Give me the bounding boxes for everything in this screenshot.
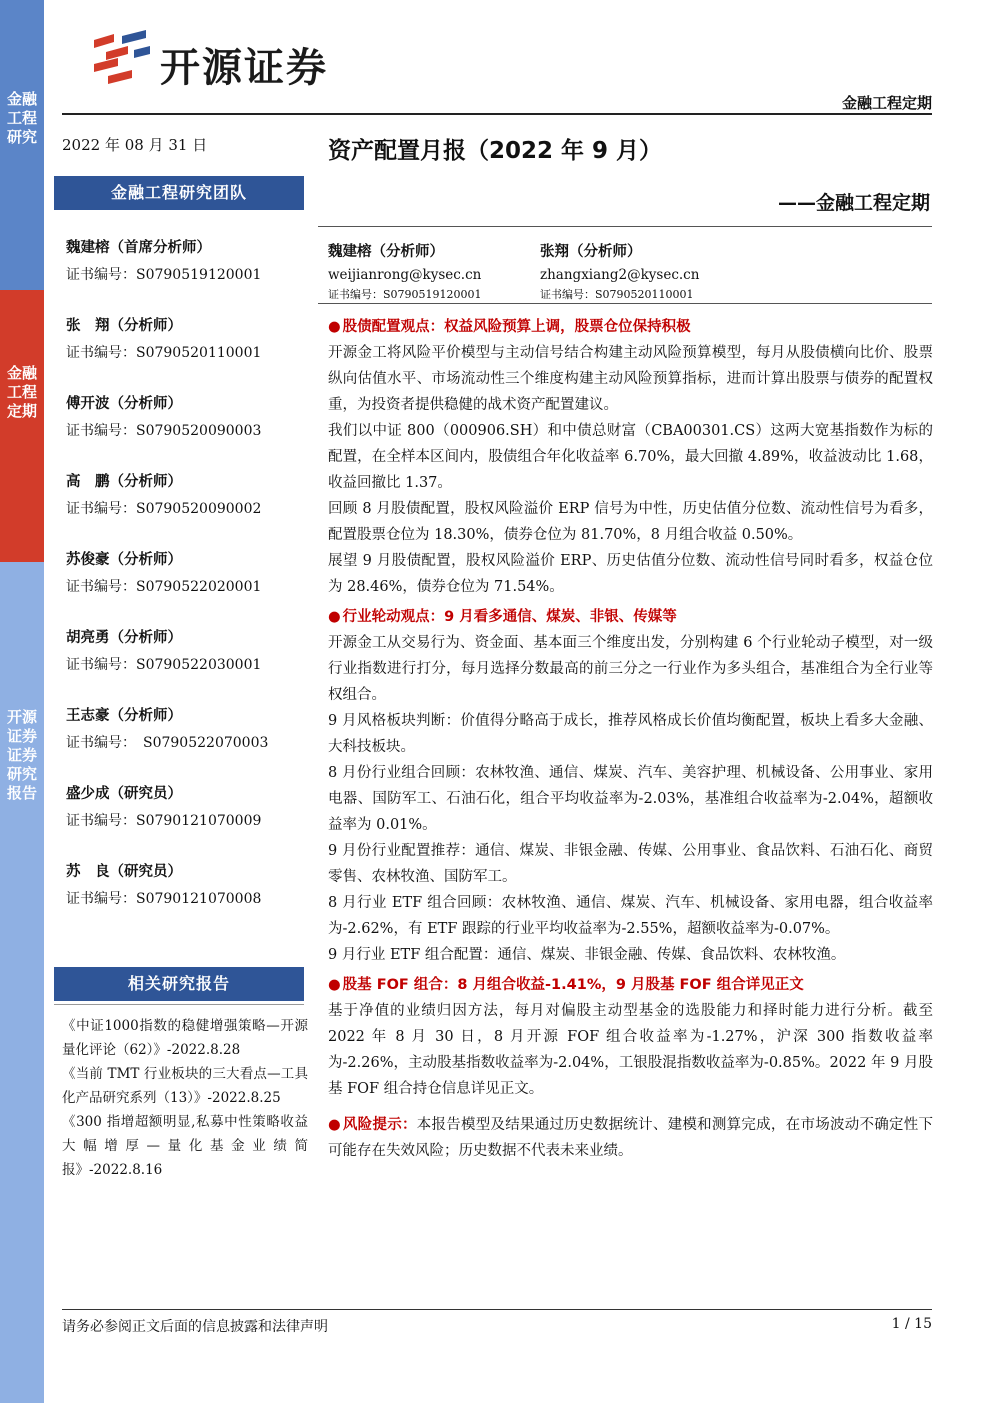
report-title: 资产配置月报（2022 年 9 月） <box>328 138 663 164</box>
header-category: 金融工程定期 <box>841 94 932 112</box>
report-subtitle: ——金融工程定期 <box>777 192 930 214</box>
bullet-icon: ● <box>328 977 341 993</box>
section-paragraph: 9 月风格板块判断：价值得分略高于成长，推荐风格成长价值均衡配置，板块上看多大金融、大科技板块。 <box>328 713 933 755</box>
team-member-name: 魏建榕（首席分析师） <box>66 240 211 256</box>
team-member-cert: 证书编号：S0790522030001 <box>66 657 262 673</box>
bullet-icon: ● <box>328 319 341 335</box>
report-date: 2022 年 08 月 31 日 <box>62 136 208 154</box>
team-member-name: 王志豪（分析师） <box>66 708 182 724</box>
section-paragraph: 基于净值的业绩归因方法，每月对偏股主动型基金的选股能力和择时能力进行分析。截至 2022 年 8 月 30 日，8 月开源 FOF 组合收益率为-1.27%，沪深 300 指数收益率为-2.26%，主动股基指数收益率为-2.04%，工银股混指数收益率为-0.85%。2022 年 9 月股基 FOF 组合持仓信息详见正文。 <box>328 1003 933 1097</box>
risk-heading: 风险提示： <box>342 1117 417 1133</box>
author-card <box>328 240 482 302</box>
team-member-cert: 证书编号：S0790520090003 <box>66 423 262 439</box>
side-label-top: 金融工程研究 <box>6 90 37 146</box>
team-member-name: 盛少成（研究员） <box>66 786 182 802</box>
author-divider <box>318 303 932 304</box>
bullet-icon: ● <box>328 609 341 625</box>
team-member <box>66 314 306 362</box>
page-number: 1 / 15 <box>891 1316 932 1332</box>
bullet-icon: ● <box>328 1117 341 1133</box>
team-member-cert: 证书编号：S0790519120001 <box>66 267 262 283</box>
section-heading: ● 行业轮动观点：9 月看多通信、煤炭、非银、传媒等 <box>328 609 677 625</box>
section-paragraph: 展望 9 月股债配置，股权风险溢价 ERP、历史估值分位数、流动性信号同时看多，权益仓位为 28.46%，债券仓位为 71.54%。 <box>328 553 933 595</box>
footer-divider <box>62 1309 932 1310</box>
team-member <box>66 782 306 830</box>
related-reports-list <box>62 1014 308 1182</box>
related-report-link[interactable]: 《中证1000指数的稳健增强策略—开源量化评论（62）》-2022.8.28 <box>62 1018 308 1058</box>
team-member-name: 傅开波（分析师） <box>66 396 182 412</box>
section-paragraph: 开源金工从交易行为、资金面、基本面三个维度出发，分别构建 6 个行业轮动子模型，对一级行业指数进行打分，每月选择分数最高的前三分之一行业作为多头组合，基准组合为全行业等权组合。 <box>328 635 933 703</box>
report-summary <box>328 314 933 1164</box>
side-strip-bottom <box>0 562 44 1403</box>
team-member-cert: 证书编号：S0790121070008 <box>66 891 262 907</box>
team-member <box>66 626 306 674</box>
section-paragraph: 回顾 8 月股债配置，股权风险溢价 ERP 信号为中性，历史估值分位数、流动性信号为看多，配置股票仓位为 18.30%，债券仓位为 81.70%，8 月组合收益 0.50%。 <box>328 501 933 543</box>
team-member <box>66 236 306 284</box>
related-divider <box>54 1004 304 1005</box>
author-name: 魏建榕（分析师） <box>328 244 444 260</box>
header-divider <box>62 113 932 115</box>
section-paragraph: 我们以中证 800（000906.SH）和中债总财富（CBA00301.CS）这两大宽基指数作为标的配置，在全样本区间内，股债组合年化收益率 6.70%，最大回撤 4.89%，收益波动比 1.68，收益回撤比 1.37。 <box>328 423 933 491</box>
team-member-cert: 证书编号：S0790520110001 <box>66 345 262 361</box>
side-label-middle: 金融工程定期 <box>6 364 37 420</box>
section-paragraph: 8 月行业 ETF 组合回顾：农林牧渔、通信、煤炭、汽车、机械设备、家用电器，组合收益率为-2.62%，有 ETF 跟踪的行业平均收益率为-2.55%，超额收益率为-0.07%。 <box>328 895 933 937</box>
team-member-cert: 证书编号：S0790520090002 <box>66 501 262 517</box>
risk-warning <box>328 1112 933 1164</box>
team-member <box>66 392 306 440</box>
section-paragraph: 开源金工将风险平价模型与主动信号结合构建主动风险预算模型，每月从股债横向比价、股票纵向估值水平、市场流动性三个维度构建主动风险预算指标，进而计算出股票与债券的配置权重，为投资者提供稳健的战术资产配置建议。 <box>328 345 933 413</box>
risk-text: 本报告模型及结果通过历史数据统计、建模和测算完成，在市场波动不确定性下可能存在失效风险；历史数据不代表未来业绩。 <box>328 1117 934 1159</box>
author-cert: 证书编号：S0790519120001 <box>328 288 482 301</box>
team-member <box>66 548 306 596</box>
section-heading: ● 股基 FOF 组合：8 月组合收益-1.41%，9 月股基 FOF 组合详见正文 <box>328 977 804 993</box>
title-divider <box>318 226 932 227</box>
related-report-link[interactable]: 《当前 TMT 行业板块的三大看点—工具化产品研究系列（13）》-2022.8.25 <box>62 1066 308 1106</box>
team-member-name: 胡亮勇（分析师） <box>66 630 182 646</box>
author-name: 张翔（分析师） <box>540 244 642 260</box>
author-email[interactable]: weijianrong@kysec.cn <box>328 267 482 283</box>
author-cert: 证书编号：S0790520110001 <box>540 288 694 301</box>
footer-disclaimer: 请务必参阅正文后面的信息披露和法律声明 <box>62 1319 328 1335</box>
team-member-name: 高 鹏（分析师） <box>66 474 182 490</box>
section-paragraph: 9 月份行业配置推荐：通信、煤炭、非银金融、传媒、公用事业、食品饮料、石油石化、商贸零售、农林牧渔、国防军工。 <box>328 843 933 885</box>
section-paragraph: 8 月份行业组合回顾：农林牧渔、通信、煤炭、汽车、美容护理、机械设备、公用事业、家用电器、国防军工、石油石化，组合平均收益率为-2.03%，基准组合收益率为-2.04%，超额收益率为 0.01%。 <box>328 765 933 833</box>
brand-logo <box>88 30 388 90</box>
team-member <box>66 860 306 908</box>
side-label-bottom: 开源证券 证券研究报告 <box>6 708 37 802</box>
side-strip-middle <box>0 290 44 562</box>
team-member-cert: 证书编号： S0790522070003 <box>66 735 269 751</box>
brand-name: 开源证券 <box>160 45 328 91</box>
team-title: 金融工程研究团队 <box>54 176 304 210</box>
related-report-link[interactable]: 《300 指增超额明显,私募中性策略收益大幅增厚—量化基金业绩简报》-2022.8.16 <box>62 1114 308 1178</box>
section-heading: ● 股债配置观点：权益风险预算上调，股票仓位保持积极 <box>328 319 691 335</box>
side-strip-top <box>0 0 44 290</box>
side-strip <box>0 0 44 1403</box>
author-email[interactable]: zhangxiang2@kysec.cn <box>540 267 700 283</box>
section-paragraph: 9 月行业 ETF 组合配置：通信、煤炭、非银金融、传媒、食品饮料、农林牧渔。 <box>328 947 846 963</box>
brand-logo-mark-icon <box>88 30 152 90</box>
team-member <box>66 704 306 752</box>
related-reports-title: 相关研究报告 <box>54 967 304 1001</box>
team-member-cert: 证书编号：S0790121070009 <box>66 813 262 829</box>
team-member <box>66 470 306 518</box>
author-card <box>540 240 699 302</box>
team-member-name: 张 翔（分析师） <box>66 318 182 334</box>
team-member-cert: 证书编号：S0790522020001 <box>66 579 262 595</box>
team-member-name: 苏 良（研究员） <box>66 864 182 880</box>
team-member-name: 苏俊豪（分析师） <box>66 552 182 568</box>
